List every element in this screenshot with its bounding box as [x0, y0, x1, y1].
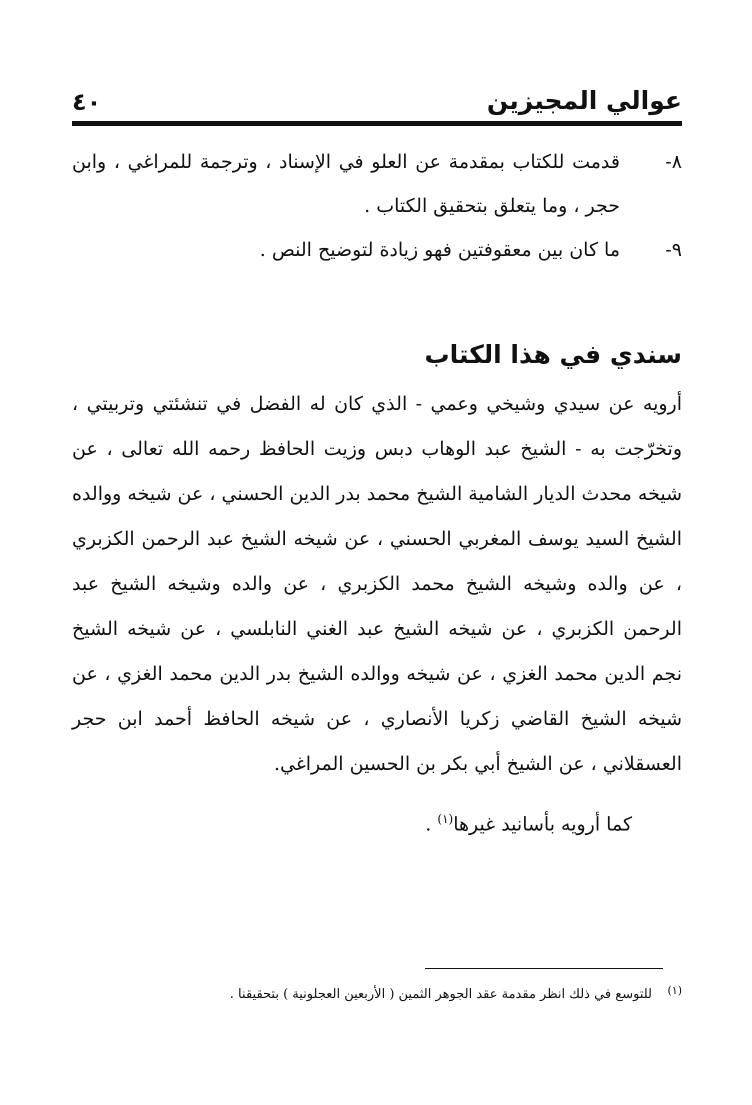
- list-item-text: ما كان بين معقوفتين فهو زيادة لتوضيح النص .: [259, 239, 620, 261]
- list-item-text: قدمت للكتاب بمقدمة عن العلو في الإسناد ، وترجمة للمراغي ، وابن حجر ، وما يتعلق بتحقيق الكتاب .: [72, 151, 620, 217]
- running-title: عوالي المجيزين: [486, 86, 682, 115]
- list-item-number: ٨-: [665, 151, 682, 173]
- body-paragraph: [72, 382, 682, 787]
- list-item-number: ٩-: [665, 239, 682, 261]
- numbered-list: [72, 140, 682, 272]
- list-item: [72, 228, 682, 272]
- closing-line: [425, 797, 632, 847]
- header-rule: [72, 121, 682, 126]
- footnote-marker: (١): [667, 984, 682, 997]
- footnote-text: للتوسع في ذلك انظر مقدمة عقد الجوهر الثمين ( الأربعين العجلونية ) بتحقيقنا .: [229, 987, 652, 1002]
- closing-punctuation: .: [425, 813, 438, 836]
- page-header: [72, 82, 682, 122]
- section-heading: سندي في هذا الكتاب: [424, 340, 682, 369]
- page-number: ٤٠: [72, 88, 102, 116]
- paragraph-text: أرويه عن سيدي وشيخي وعمي - الذي كان له الفضل في تنشئتي وتربيتي ، وتخرّجت به - الشيخ عبد الوهاب دبس وزيت الحافظ رحمه الله تعالى ، عن شيخه محدث الديار الشامية الشيخ محمد بدر الدين الحسني ، عن شيخه ووالده الشيخ السيد يوسف المغربي الحسني ، عن شيخه الشيخ عبد الرحمن الكزبري ، عن والده وشيخه الشيخ محمد الكزبري ، عن والده وشيخه الشيخ عبد الرحمن الكزبري ، عن شيخه الشيخ عبد الغني النابلسي ، عن شيخه الشيخ نجم الدين محمد الغزي ، عن شيخه ووالده الشيخ بدر الدين محمد الغزي ، عن شيخه الشيخ القاضي زكريا الأنصاري ، عن شيخه الحافظ أحمد ابن حجر العسقلاني ، عن الشيخ أبي بكر بن الحسين المراغي.: [72, 393, 682, 775]
- footnote-reference[interactable]: (١): [437, 812, 454, 826]
- list-item: [72, 140, 682, 228]
- closing-text: كما أرويه بأسانيد غيرها: [453, 813, 632, 836]
- footnote-separator: [425, 968, 663, 969]
